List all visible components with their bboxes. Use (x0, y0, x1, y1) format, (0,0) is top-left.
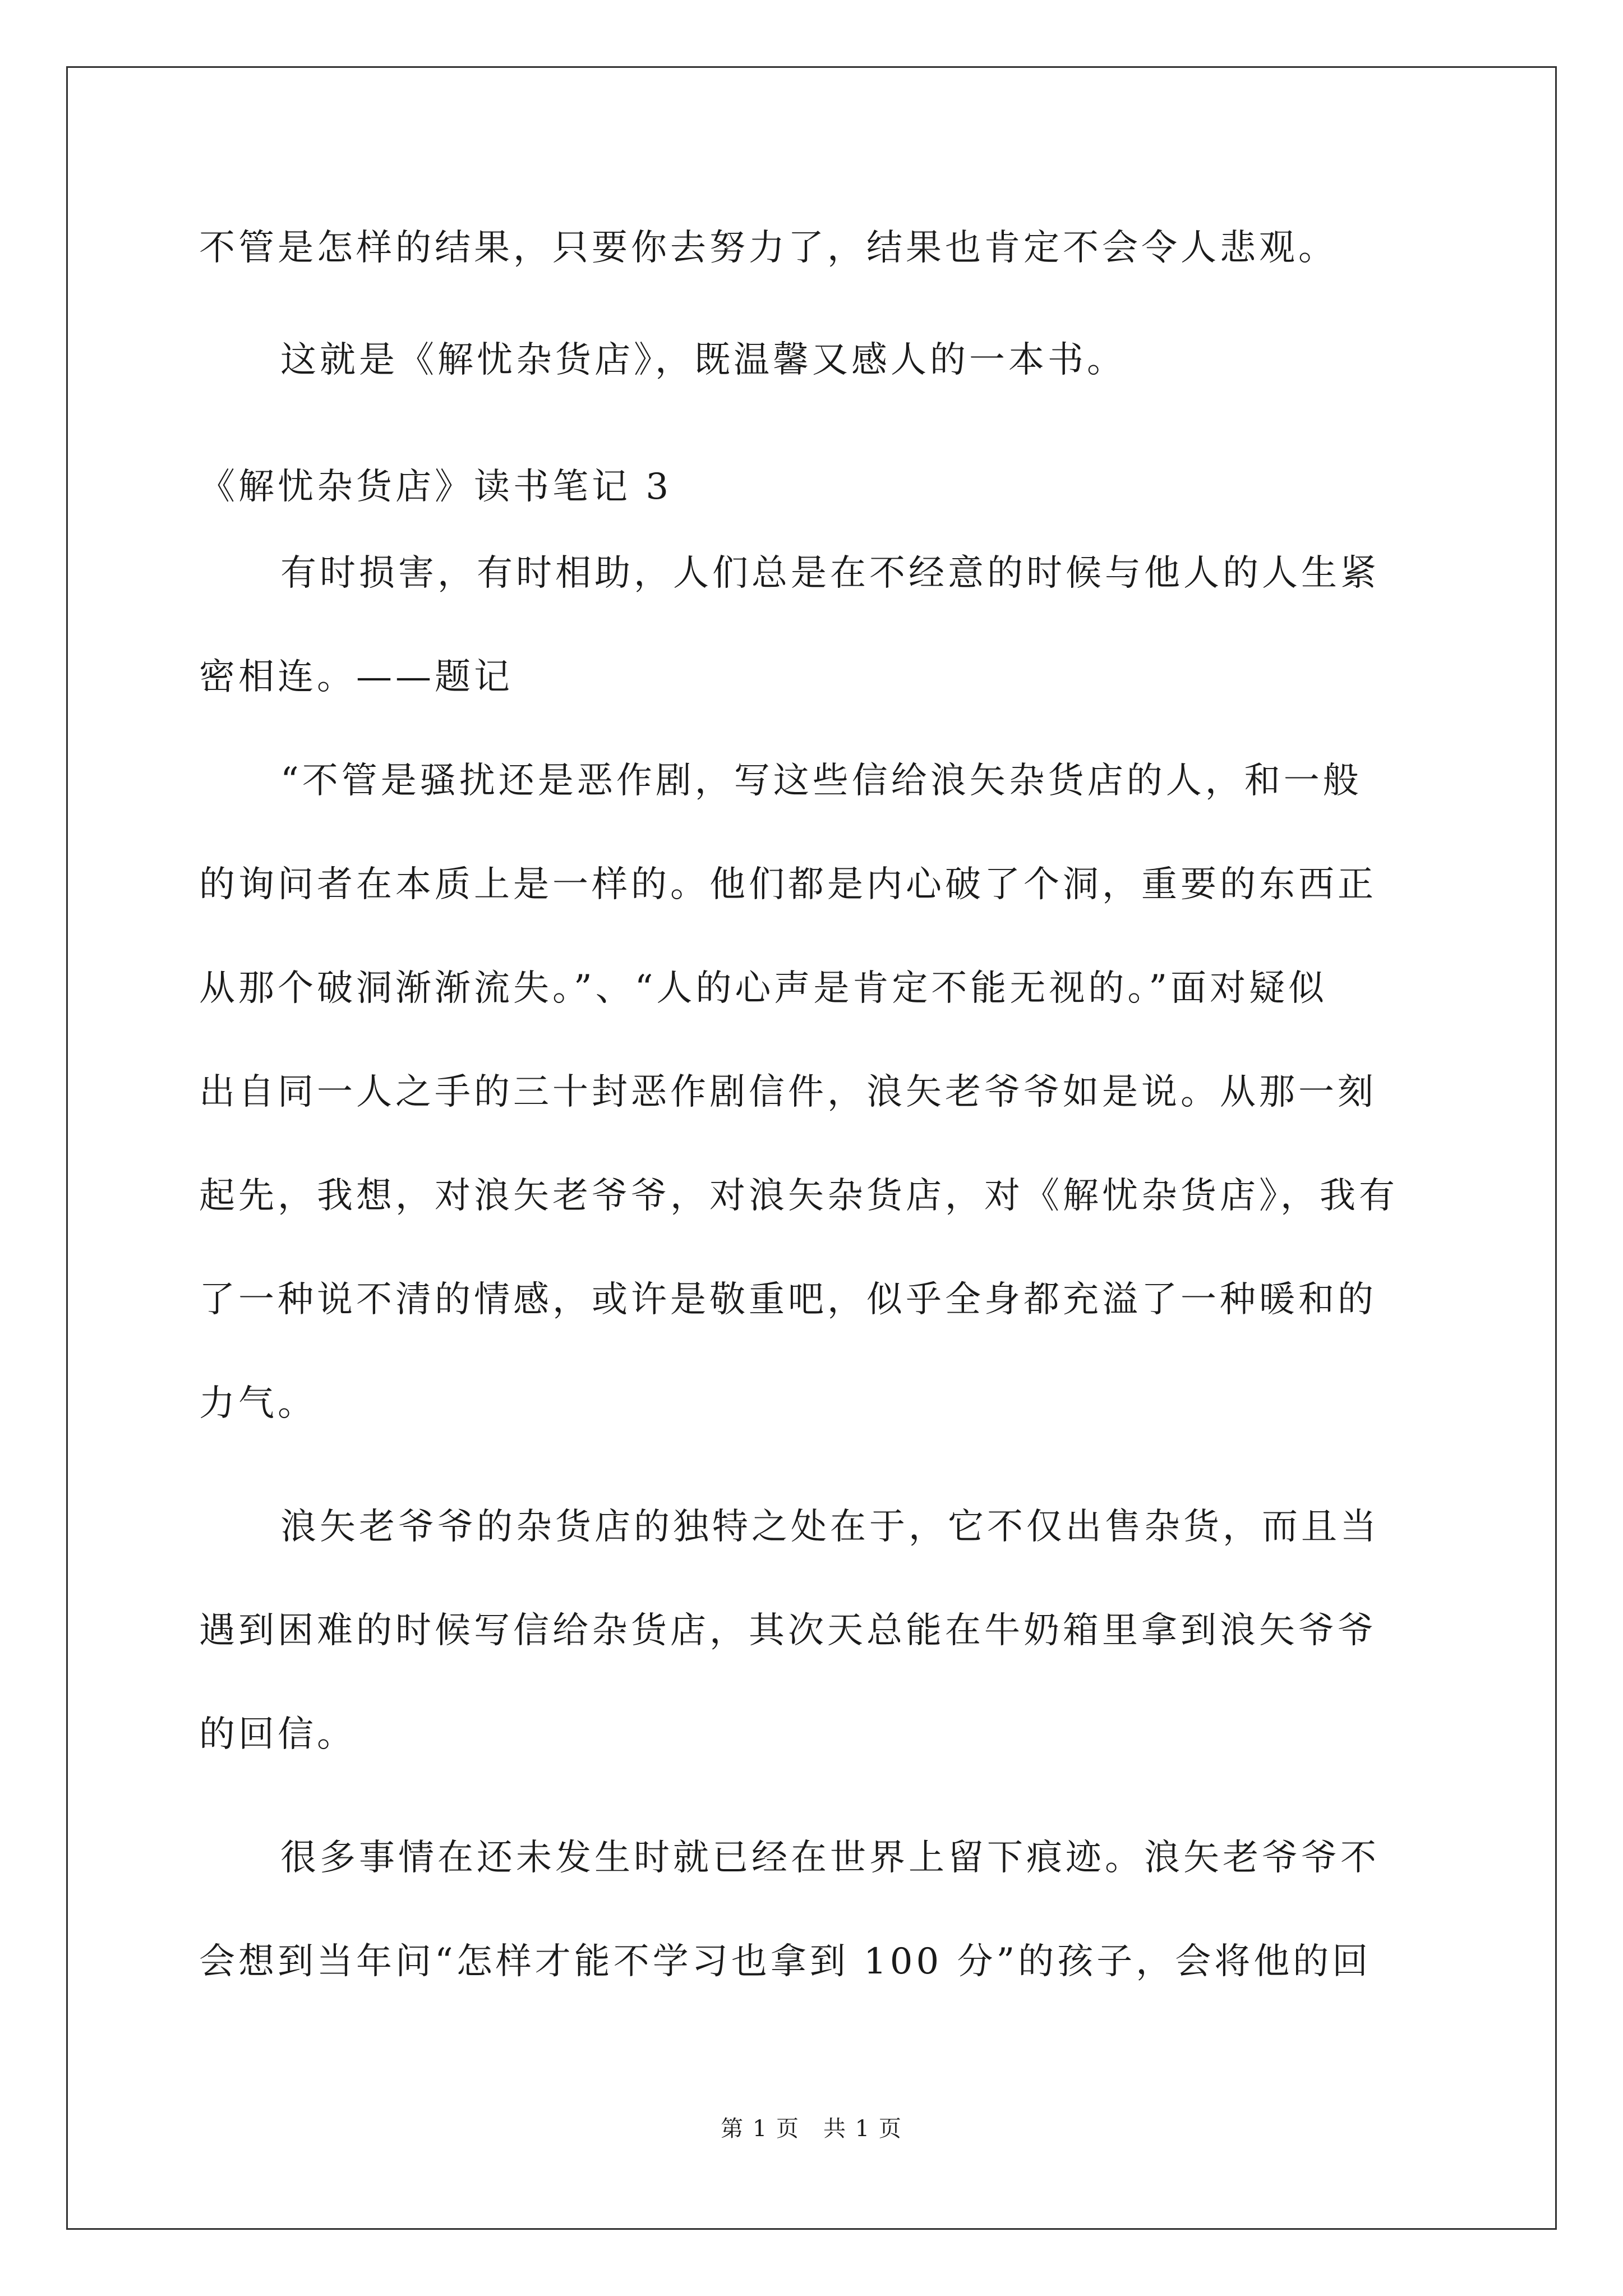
text-line: 的询问者在本质上是一样的。他们都是内心破了个洞，重要的东西正 (199, 864, 1377, 905)
text-line: 不管是怎样的结果，只要你去努力了，结果也肯定不会令人悲观。 (199, 227, 1338, 269)
text-line: 的回信。 (199, 1714, 356, 1755)
text-line: 遇到困难的时候写信给杂货店，其次天总能在牛奶箱里拿到浪矢爷爷 (199, 1610, 1377, 1651)
text-line: 密相连。——题记 (199, 656, 513, 698)
text-line: “不管是骚扰还是恶作剧，写这些信给浪矢杂货店的人，和一般 (280, 760, 1362, 802)
text-line: 出自同一人之手的三十封恶作剧信件，浪矢老爷爷如是说。从那一刻 (199, 1071, 1377, 1113)
text-line: 从那个破洞渐渐流失。”、“人的心声是肯定不能无视的。”面对疑似 (199, 968, 1328, 1009)
text-line: 会想到当年问“怎样才能不学习也拿到 100 分”的孩子，会将他的回 (199, 1941, 1372, 1982)
text-line: 浪矢老爷爷的杂货店的独特之处在于，它不仅出售杂货，而且当 (280, 1506, 1380, 1548)
section-heading: 《解忧杂货店》读书笔记 3 (199, 466, 672, 508)
page-footer: 第 1 页 共 1 页 (721, 2116, 902, 2142)
text-line: 这就是《解忧杂货店》，既温馨又感人的一本书。 (280, 339, 1126, 381)
text-line: 有时损害，有时相助，人们总是在不经意的时候与他人的人生紧 (280, 553, 1380, 594)
text-line: 力气。 (199, 1383, 317, 1424)
text-line: 很多事情在还未发生时就已经在世界上留下痕迹。浪矢老爷爷不 (280, 1837, 1380, 1879)
page-border (66, 66, 1557, 2230)
text-line: 了一种说不清的情感，或许是敬重吧，似乎全身都充溢了一种暖和的 (199, 1279, 1377, 1320)
text-line: 起先，我想，对浪矢老爷爷，对浪矢杂货店，对《解忧杂货店》，我有 (199, 1175, 1398, 1217)
